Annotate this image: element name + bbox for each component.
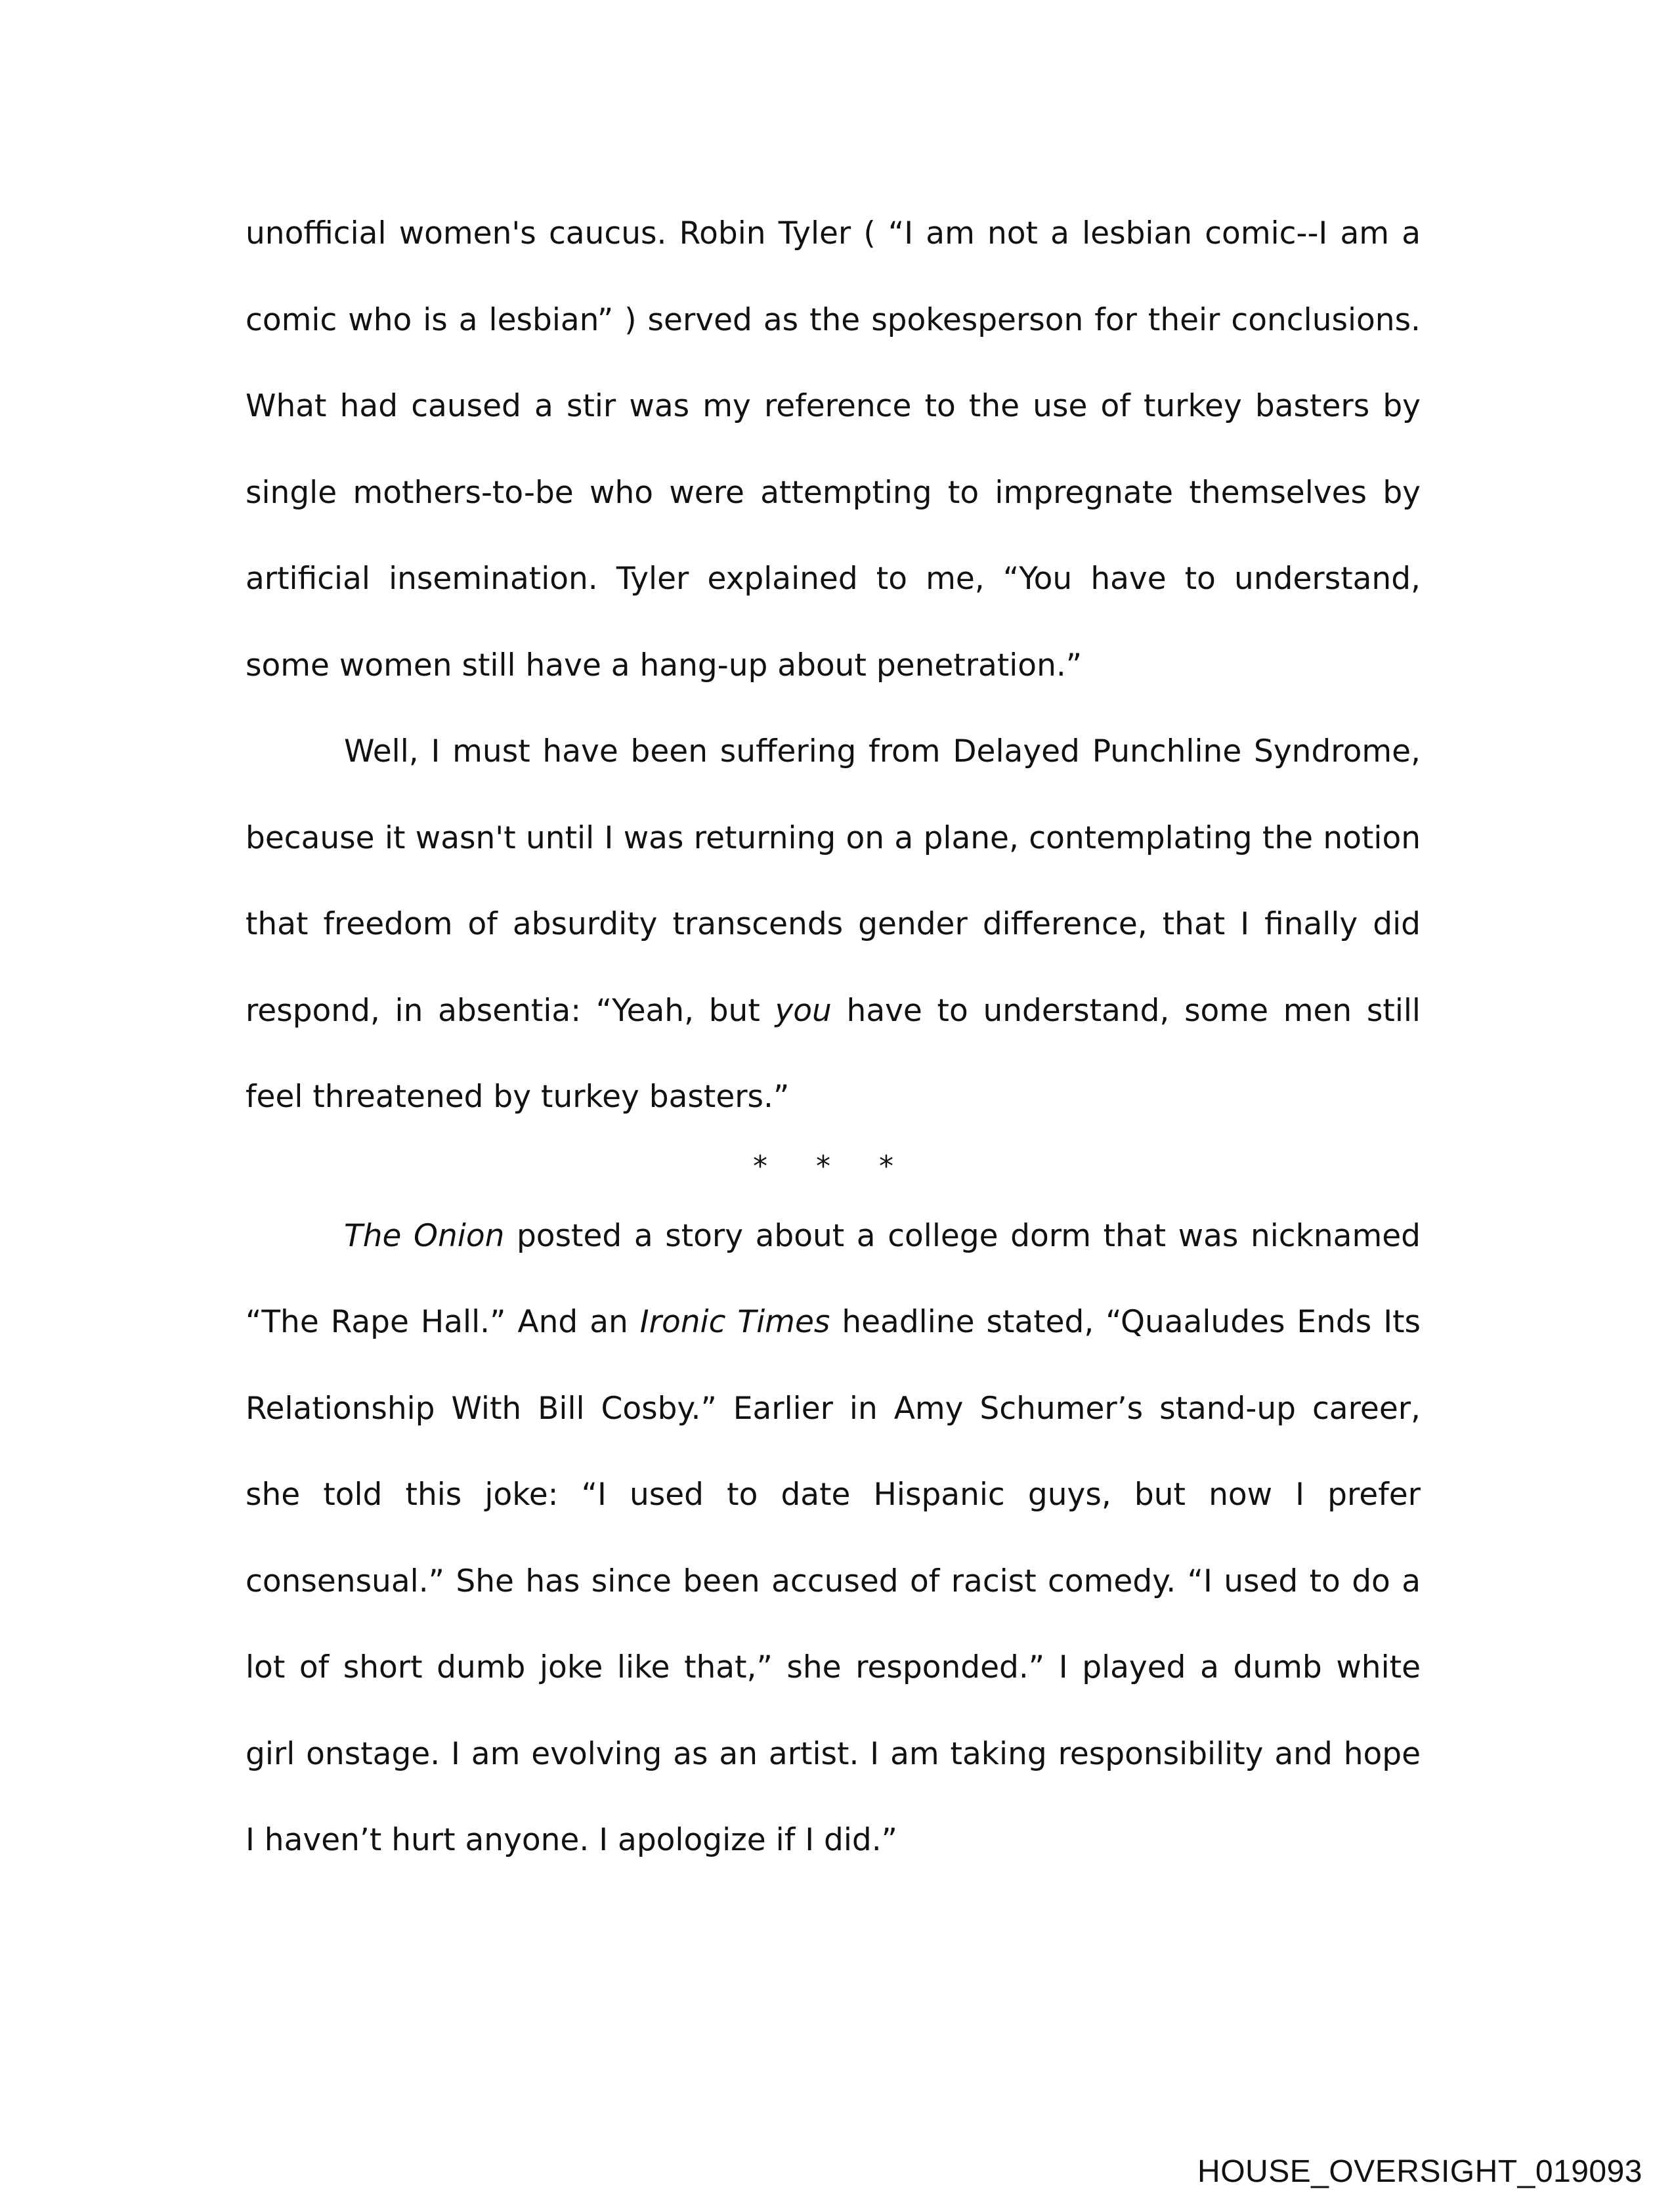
paragraph-punchline [246,708,1421,1140]
paragraph-onion-text-b: headline stated, “Quaaludes Ends Its Relationship With Bill Cosby.” Earlier in Amy Schumer’s stand-up career, she told this joke: “I used to date Hispanic guys, but now I prefer consensual.” She has since been accused of racist comedy. “I used to do a lot of short dumb joke like that,” she responded.” I played a dumb white girl onstage. I am evolving as an artist. I am taking responsibility and hope I haven’t hurt anyone. I apologize if I did.” [246,1304,1421,1858]
emphasis-you: you [775,992,832,1029]
title-the-onion: The Onion [344,1217,505,1254]
paragraph-punchline-text-a: Well, I must have been suffering from Delayed Punchline Syndrome, because it wasn't until I was returning on a plane, contemplating the notion that freedom of absurdity transcends gender difference, that I finally did respond, in absentia: “Yeah, but [246,733,1421,1029]
paragraph-caucus-text: unofficial women's caucus. Robin Tyler ( “I am not a lesbian comic--I am a comic who is a lesbian” ) served as the spokesperson for their conclusions. What had caused a stir was my reference to the use of turkey basters by single mothers-to-be who were attempting to impregnate themselves by artificial insemination. Tyler explained to me, “You have to understand, some women still have a hang-up about penetration.” [246,215,1421,683]
document-body [246,190,1421,1884]
paragraph-caucus [246,190,1421,708]
bates-number: HOUSE_OVERSIGHT_019093 [1197,2154,1642,2189]
paragraph-punchline-text-b: have to understand, some men still feel threatened by turkey basters.” [246,992,1421,1115]
section-separator: * * * [753,1149,913,1183]
paragraph-onion-text-a: posted a story about a college dorm that was nicknamed “The Rape Hall.” And an [246,1217,1421,1340]
paragraph-onion [246,1193,1421,1884]
title-ironic-times: Ironic Times [639,1304,830,1340]
